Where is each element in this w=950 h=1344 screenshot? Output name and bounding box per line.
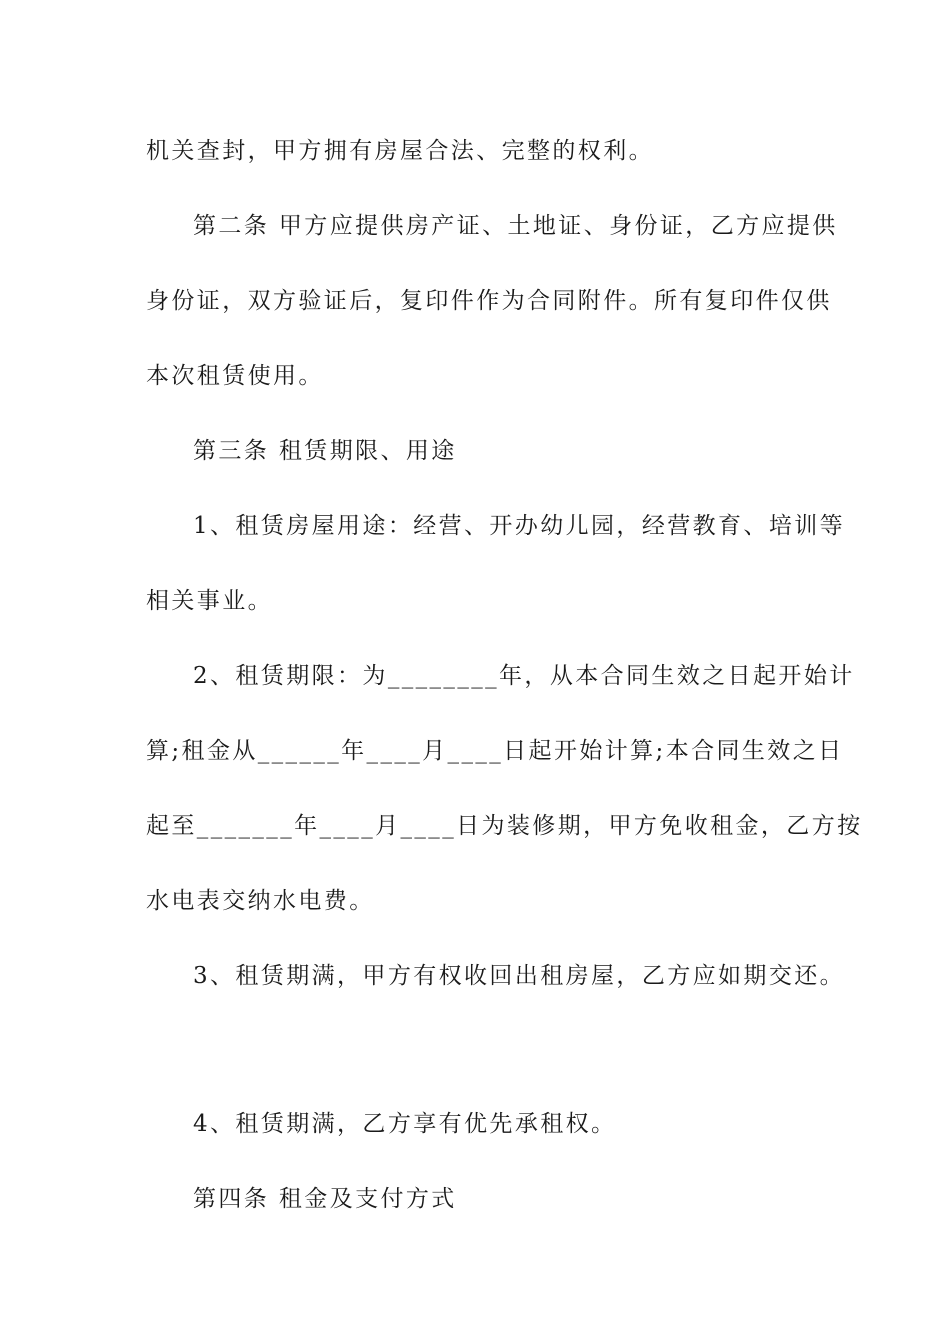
text-line: 机关查封，甲方拥有房屋合法、完整的权利。	[146, 138, 654, 164]
text-line: 水电表交纳水电费。	[146, 888, 375, 914]
text-line: 起至_______年____月____日为装修期，甲方免收租金，乙方按	[146, 813, 863, 839]
text-line: 身份证，双方验证后，复印件作为合同附件。所有复印件仅供	[146, 288, 832, 314]
article-4-heading: 第四条 租金及支付方式	[193, 1186, 457, 1212]
text-line: 本次租赁使用。	[146, 363, 324, 389]
text-line: 相关事业。	[146, 588, 273, 614]
clause-2-line: 2、租赁期限：为________年，从本合同生效之日起开始计	[193, 663, 855, 689]
clause-4-line: 4、租赁期满，乙方享有优先承租权。	[193, 1111, 617, 1137]
article-3-heading: 第三条 租赁期限、用途	[193, 438, 457, 464]
text-line: 算;租金从______年____月____日起开始计算;本合同生效之日	[146, 738, 844, 764]
article-2-line: 第二条 甲方应提供房产证、土地证、身份证，乙方应提供	[193, 213, 838, 239]
clause-1-line: 1、租赁房屋用途：经营、开办幼儿园，经营教育、培训等	[193, 513, 846, 539]
clause-3-line: 3、租赁期满，甲方有权收回出租房屋，乙方应如期交还。	[193, 963, 846, 989]
